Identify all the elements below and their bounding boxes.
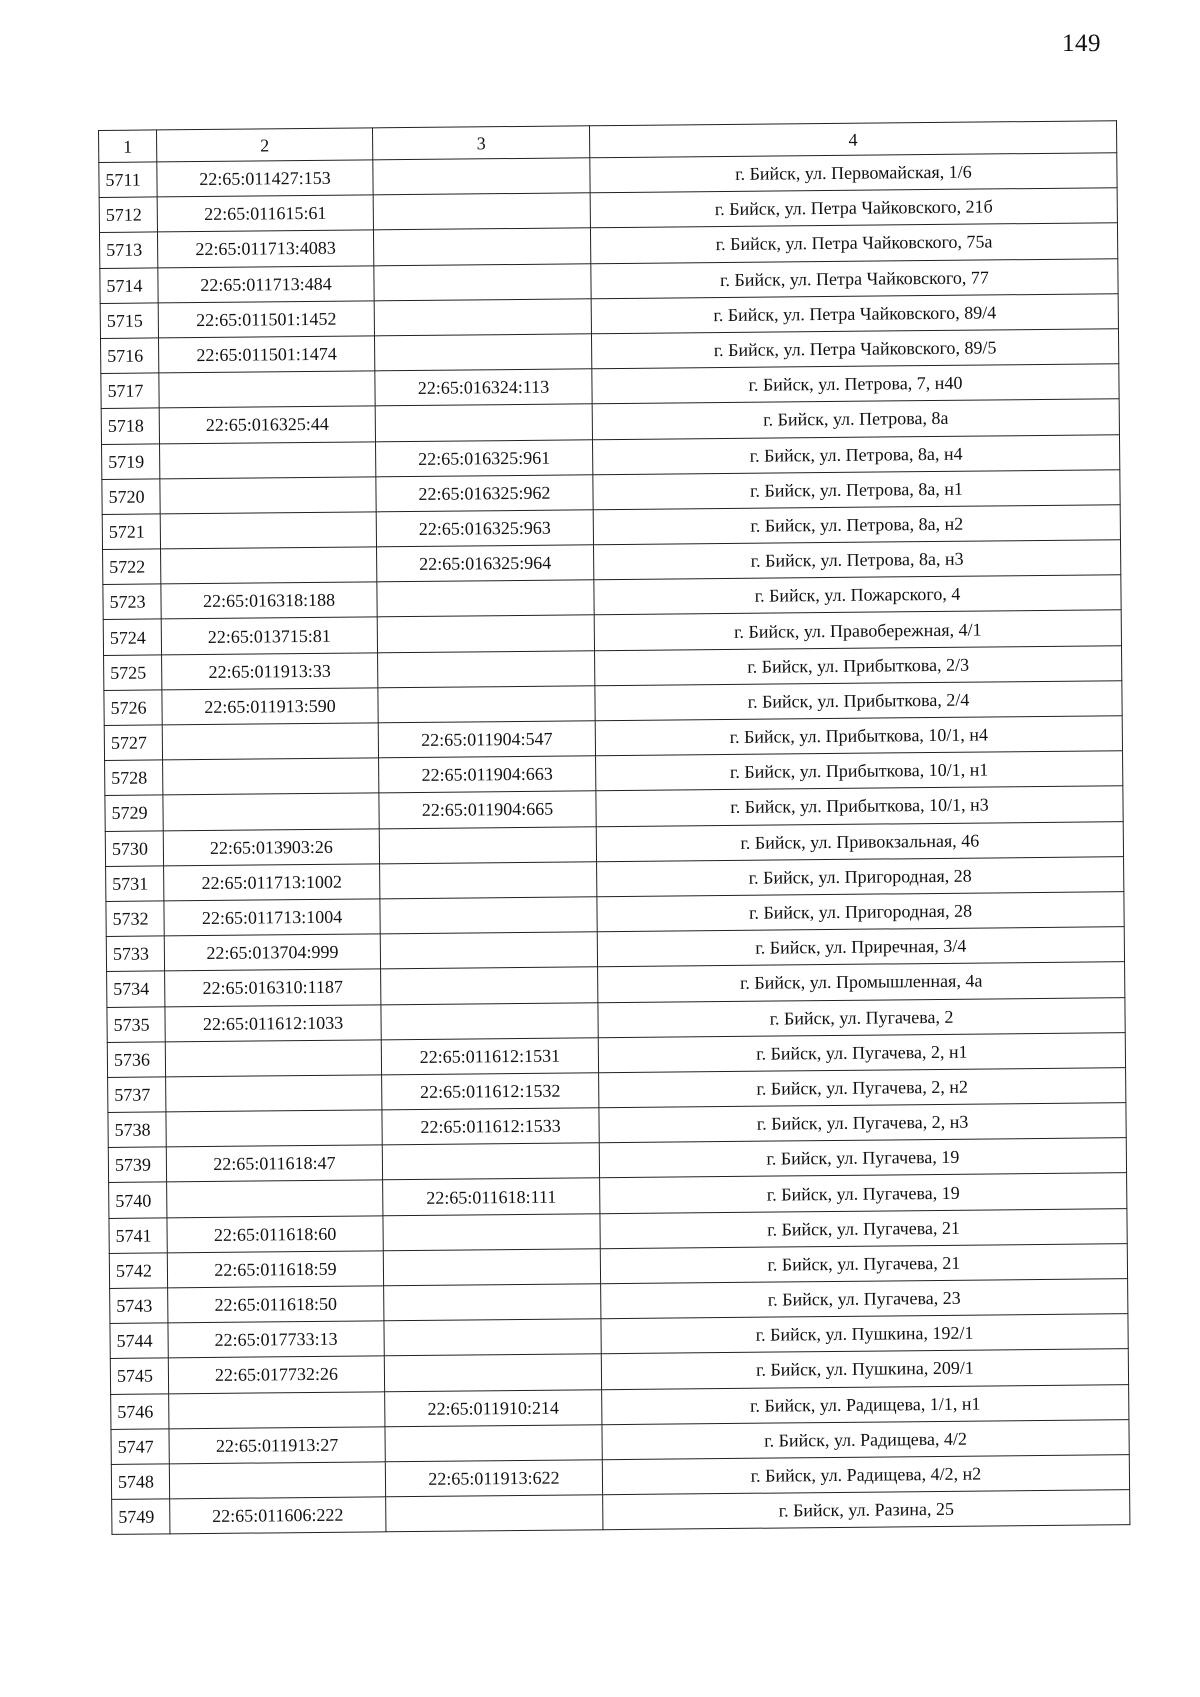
row-number-cell: 5747 <box>111 1429 169 1465</box>
cadastral-number-cell <box>167 1180 383 1217</box>
premises-number-cell <box>374 263 591 300</box>
premises-number-cell <box>385 1424 602 1461</box>
cadastral-number-cell: 22:65:016318:188 <box>161 582 377 619</box>
cadastral-number-cell: 22:65:017733:13 <box>168 1321 384 1358</box>
cadastral-number-cell <box>166 1110 382 1147</box>
address-cell: г. Бийск, ул. Пугачева, 2, н3 <box>599 1103 1126 1143</box>
cadastral-number-cell <box>160 441 376 478</box>
address-cell: г. Бийск, ул. Пугачева, 21 <box>600 1208 1127 1248</box>
premises-number-cell: 22:65:011612:1532 <box>382 1073 599 1110</box>
row-number-cell: 5743 <box>110 1288 168 1324</box>
cadastral-number-cell: 22:65:011615:61 <box>157 195 373 232</box>
cadastral-number-cell: 22:65:011618:59 <box>167 1251 383 1288</box>
cadastral-number-cell <box>162 723 378 760</box>
premises-number-cell <box>380 861 597 898</box>
cadastral-number-cell: 22:65:013704:999 <box>164 934 380 971</box>
row-number-cell: 5741 <box>109 1218 167 1254</box>
cadastral-number-cell: 22:65:011913:33 <box>162 652 378 689</box>
address-cell: г. Бийск, ул. Петра Чайковского, 77 <box>591 258 1118 298</box>
row-number-cell: 5736 <box>107 1042 165 1078</box>
premises-number-cell: 22:65:011612:1533 <box>382 1108 599 1145</box>
premises-number-cell <box>383 1249 600 1286</box>
header-col-2: 2 <box>157 128 373 162</box>
row-number-cell: 5744 <box>110 1323 168 1359</box>
row-number-cell: 5737 <box>108 1077 166 1113</box>
row-number-cell: 5746 <box>111 1393 169 1429</box>
premises-number-cell: 22:65:011904:665 <box>379 791 596 828</box>
cadastral-number-cell: 22:65:013715:81 <box>161 617 377 654</box>
registry-table-wrapper <box>98 120 1129 1535</box>
premises-number-cell <box>377 580 594 617</box>
row-number-cell: 5726 <box>104 690 162 726</box>
cadastral-number-cell: 22:65:011713:1004 <box>164 899 380 936</box>
address-cell: г. Бийск, ул. Промышленная, 4а <box>598 962 1125 1002</box>
premises-number-cell <box>373 158 590 195</box>
address-cell: г. Бийск, ул. Пугачева, 23 <box>601 1279 1128 1319</box>
address-cell: г. Бийск, ул. Петрова, 7, н40 <box>592 364 1119 404</box>
premises-number-cell <box>373 228 590 265</box>
row-number-cell: 5715 <box>100 303 158 339</box>
cadastral-number-cell: 22:65:011501:1474 <box>158 336 374 373</box>
premises-number-cell <box>386 1495 603 1532</box>
row-number-cell: 5728 <box>105 760 163 796</box>
cadastral-number-cell: 22:65:011612:1033 <box>165 1004 381 1041</box>
row-number-cell: 5748 <box>111 1464 169 1500</box>
address-cell: г. Бийск, ул. Петра Чайковского, 89/4 <box>591 293 1118 333</box>
cadastral-number-cell <box>159 371 375 408</box>
address-cell: г. Бийск, ул. Прибыткова, 2/3 <box>595 645 1122 685</box>
cadastral-number-cell: 22:65:011913:590 <box>162 688 378 725</box>
premises-number-cell <box>380 897 597 934</box>
address-cell: г. Бийск, ул. Пожарского, 4 <box>594 575 1121 615</box>
cadastral-number-cell <box>165 1040 381 1077</box>
table-body <box>99 153 1130 1535</box>
cadastral-number-cell: 22:65:011618:60 <box>167 1215 383 1252</box>
address-cell: г. Бийск, ул. Петрова, 8а <box>592 399 1119 439</box>
cadastral-number-cell: 22:65:011713:1002 <box>164 864 380 901</box>
row-number-cell: 5722 <box>103 549 161 585</box>
premises-number-cell <box>374 334 591 371</box>
address-cell: г. Бийск, ул. Пугачева, 19 <box>599 1138 1126 1178</box>
premises-number-cell: 22:65:011904:547 <box>378 721 595 758</box>
premises-number-cell: 22:65:011904:663 <box>379 756 596 793</box>
address-cell: г. Бийск, ул. Прибыткова, 2/4 <box>595 681 1122 721</box>
premises-number-cell <box>384 1284 601 1321</box>
premises-number-cell <box>384 1354 601 1391</box>
premises-number-cell: 22:65:016324:113 <box>375 369 592 406</box>
address-cell: г. Бийск, ул. Первомайская, 1/6 <box>590 153 1117 193</box>
row-number-cell: 5727 <box>104 725 162 761</box>
row-number-cell: 5719 <box>102 443 160 479</box>
premises-number-cell <box>383 1213 600 1250</box>
address-cell: г. Бийск, ул. Пригородная, 28 <box>597 856 1124 896</box>
premises-number-cell: 22:65:011913:622 <box>385 1460 602 1497</box>
row-number-cell: 5749 <box>112 1499 170 1535</box>
address-cell: г. Бийск, ул. Приречная, 3/4 <box>597 927 1124 967</box>
premises-number-cell <box>379 826 596 863</box>
premises-number-cell: 22:65:011618:111 <box>383 1178 600 1215</box>
address-cell: г. Бийск, ул. Радищева, 1/1, н1 <box>602 1384 1129 1424</box>
premises-number-cell <box>378 686 595 723</box>
row-number-cell: 5721 <box>102 514 160 550</box>
cadastral-number-cell: 22:65:016325:44 <box>159 406 375 443</box>
address-cell: г. Бийск, ул. Петра Чайковского, 89/5 <box>591 329 1118 369</box>
row-number-cell: 5730 <box>105 830 163 866</box>
address-cell: г. Бийск, ул. Пугачева, 19 <box>600 1173 1127 1213</box>
header-col-1: 1 <box>99 130 157 163</box>
cadastral-number-cell <box>163 793 379 830</box>
row-number-cell: 5742 <box>109 1253 167 1289</box>
cadastral-number-cell: 22:65:011606:222 <box>170 1497 386 1534</box>
premises-number-cell <box>381 1002 598 1039</box>
address-cell: г. Бийск, ул. Пугачева, 2 <box>598 997 1125 1037</box>
address-cell: г. Бийск, ул. Разина, 25 <box>603 1490 1130 1530</box>
cadastral-number-cell <box>169 1462 385 1499</box>
address-cell: г. Бийск, ул. Петрова, 8а, н3 <box>594 540 1121 580</box>
row-number-cell: 5745 <box>110 1358 168 1394</box>
row-number-cell: 5732 <box>106 901 164 937</box>
row-number-cell: 5712 <box>99 197 157 233</box>
address-cell: г. Бийск, ул. Прибыткова, 10/1, н3 <box>596 786 1123 826</box>
address-cell: г. Бийск, ул. Пугачева, 2, н1 <box>598 1032 1125 1072</box>
premises-number-cell: 22:65:011612:1531 <box>381 1037 598 1074</box>
row-number-cell: 5724 <box>103 619 161 655</box>
cadastral-number-cell: 22:65:011713:484 <box>158 265 374 302</box>
header-col-4: 4 <box>589 121 1116 158</box>
row-number-cell: 5729 <box>105 795 163 831</box>
cadastral-number-cell: 22:65:016310:1187 <box>165 969 381 1006</box>
cadastral-number-cell: 22:65:017732:26 <box>168 1356 384 1393</box>
address-cell: г. Бийск, ул. Прибыткова, 10/1, н1 <box>596 751 1123 791</box>
cadastral-number-cell <box>160 477 376 514</box>
address-cell: г. Бийск, ул. Пугачева, 2, н2 <box>599 1068 1126 1108</box>
premises-number-cell <box>374 299 591 336</box>
cadastral-number-cell: 22:65:011713:4083 <box>157 230 373 267</box>
cadastral-number-cell: 22:65:011427:153 <box>157 160 373 197</box>
row-number-cell: 5731 <box>106 866 164 902</box>
row-number-cell: 5733 <box>106 936 164 972</box>
address-cell: г. Бийск, ул. Петрова, 8а, н1 <box>593 469 1120 509</box>
page-number: 149 <box>1062 30 1101 57</box>
row-number-cell: 5711 <box>99 162 157 198</box>
premises-number-cell: 22:65:011910:214 <box>385 1389 602 1426</box>
premises-number-cell <box>380 932 597 969</box>
address-cell: г. Бийск, ул. Пушкина, 209/1 <box>601 1349 1128 1389</box>
premises-number-cell: 22:65:016325:962 <box>376 474 593 511</box>
cadastral-number-cell: 22:65:011501:1452 <box>158 301 374 338</box>
premises-number-cell: 22:65:016325:961 <box>376 439 593 476</box>
address-cell: г. Бийск, ул. Прибыткова, 10/1, н4 <box>595 716 1122 756</box>
address-cell: г. Бийск, ул. Радищева, 4/2, н2 <box>602 1455 1129 1495</box>
cadastral-number-cell: 22:65:011618:47 <box>166 1145 382 1182</box>
address-cell: г. Бийск, ул. Правобережная, 4/1 <box>594 610 1121 650</box>
premises-number-cell <box>373 193 590 230</box>
row-number-cell: 5725 <box>104 655 162 691</box>
row-number-cell: 5734 <box>107 971 165 1007</box>
registry-table <box>98 120 1130 1535</box>
row-number-cell: 5740 <box>109 1182 167 1218</box>
cadastral-number-cell <box>160 512 376 549</box>
row-number-cell: 5739 <box>108 1147 166 1183</box>
row-number-cell: 5723 <box>103 584 161 620</box>
premises-number-cell <box>377 615 594 652</box>
address-cell: г. Бийск, ул. Привокзальная, 46 <box>596 821 1123 861</box>
cadastral-number-cell <box>161 547 377 584</box>
address-cell: г. Бийск, ул. Пушкина, 192/1 <box>601 1314 1128 1354</box>
address-cell: г. Бийск, ул. Петрова, 8а, н4 <box>592 434 1119 474</box>
address-cell: г. Бийск, ул. Радищева, 4/2 <box>602 1419 1129 1459</box>
address-cell: г. Бийск, ул. Петра Чайковского, 21б <box>590 188 1117 228</box>
premises-number-cell <box>382 1143 599 1180</box>
row-number-cell: 5716 <box>101 338 159 374</box>
premises-number-cell <box>378 650 595 687</box>
row-number-cell: 5718 <box>101 408 159 444</box>
cadastral-number-cell <box>163 758 379 795</box>
premises-number-cell <box>375 404 592 441</box>
cadastral-number-cell <box>169 1391 385 1428</box>
premises-number-cell: 22:65:016325:964 <box>377 545 594 582</box>
address-cell: г. Бийск, ул. Пугачева, 21 <box>600 1243 1127 1283</box>
row-number-cell: 5720 <box>102 479 160 515</box>
row-number-cell: 5735 <box>107 1006 165 1042</box>
address-cell: г. Бийск, ул. Пригородная, 28 <box>597 892 1124 932</box>
row-number-cell: 5714 <box>100 267 158 303</box>
premises-number-cell: 22:65:016325:963 <box>376 510 593 547</box>
address-cell: г. Бийск, ул. Петрова, 8а, н2 <box>593 505 1120 545</box>
premises-number-cell <box>381 967 598 1004</box>
address-cell: г. Бийск, ул. Петра Чайковского, 75а <box>590 223 1117 263</box>
row-number-cell: 5738 <box>108 1112 166 1148</box>
header-col-3: 3 <box>372 126 589 160</box>
row-number-cell: 5717 <box>101 373 159 409</box>
cadastral-number-cell: 22:65:011913:27 <box>169 1427 385 1464</box>
cadastral-number-cell <box>166 1075 382 1112</box>
row-number-cell: 5713 <box>99 232 157 268</box>
cadastral-number-cell: 22:65:011618:50 <box>168 1286 384 1323</box>
cadastral-number-cell: 22:65:013903:26 <box>163 828 379 865</box>
premises-number-cell <box>384 1319 601 1356</box>
